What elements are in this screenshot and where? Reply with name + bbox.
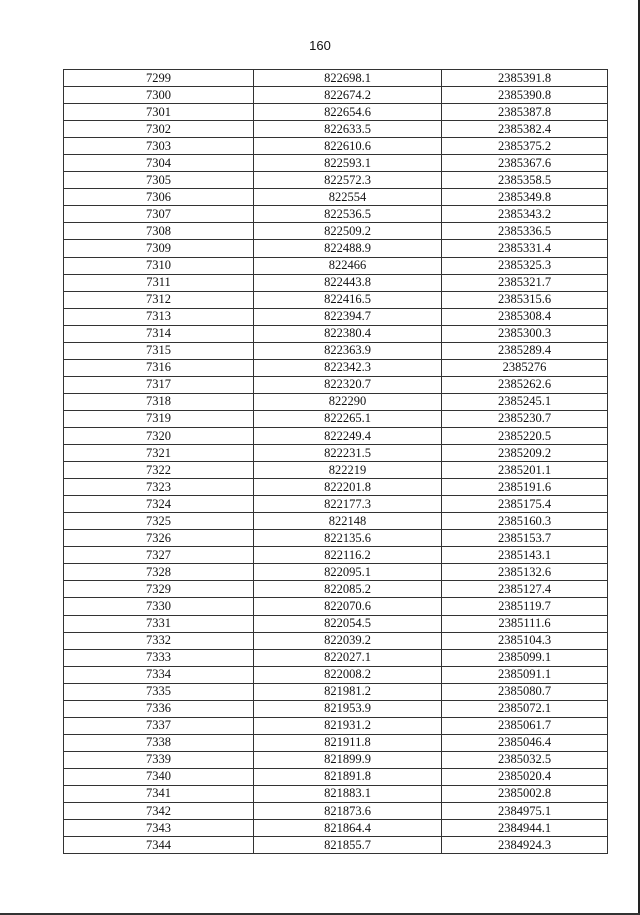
table-row	[64, 820, 608, 837]
point-number-cell: 7332	[64, 632, 254, 649]
y-coordinate-cell: 2385262.6	[442, 376, 608, 393]
table-row	[64, 615, 608, 632]
page-number: 160	[309, 38, 331, 53]
x-coordinate-cell: 821931.2	[254, 717, 442, 734]
point-number-cell: 7314	[64, 325, 254, 342]
x-coordinate-cell: 822148	[254, 513, 442, 530]
y-coordinate-cell: 2385315.6	[442, 291, 608, 308]
x-coordinate-cell: 822265.1	[254, 410, 442, 427]
y-coordinate-cell: 2385091.1	[442, 666, 608, 683]
point-number-cell: 7310	[64, 257, 254, 274]
point-number-cell: 7341	[64, 785, 254, 802]
coordinates-table	[63, 69, 608, 854]
point-number-cell: 7305	[64, 172, 254, 189]
point-number-cell: 7306	[64, 189, 254, 206]
table-row	[64, 734, 608, 751]
point-number-cell: 7312	[64, 291, 254, 308]
table-row	[64, 257, 608, 274]
table-row	[64, 393, 608, 410]
x-coordinate-cell: 822698.1	[254, 70, 442, 87]
point-number-cell: 7333	[64, 649, 254, 666]
table-row	[64, 837, 608, 854]
point-number-cell: 7299	[64, 70, 254, 87]
table-row	[64, 564, 608, 581]
point-number-cell: 7315	[64, 342, 254, 359]
x-coordinate-cell: 822070.6	[254, 598, 442, 615]
y-coordinate-cell: 2385209.2	[442, 445, 608, 462]
y-coordinate-cell: 2385331.4	[442, 240, 608, 257]
point-number-cell: 7309	[64, 240, 254, 257]
table-row	[64, 581, 608, 598]
x-coordinate-cell: 822008.2	[254, 666, 442, 683]
y-coordinate-cell: 2385375.2	[442, 138, 608, 155]
x-coordinate-cell: 822177.3	[254, 496, 442, 513]
table-row	[64, 785, 608, 802]
x-coordinate-cell: 822219	[254, 462, 442, 479]
y-coordinate-cell: 2385245.1	[442, 393, 608, 410]
x-coordinate-cell: 822610.6	[254, 138, 442, 155]
y-coordinate-cell: 2384944.1	[442, 820, 608, 837]
table-row	[64, 598, 608, 615]
table-row	[64, 751, 608, 768]
point-number-cell: 7336	[64, 700, 254, 717]
y-coordinate-cell: 2385061.7	[442, 717, 608, 734]
table-row	[64, 717, 608, 734]
table-row	[64, 240, 608, 257]
table-row	[64, 325, 608, 342]
point-number-cell: 7344	[64, 837, 254, 854]
coordinates-table-body	[64, 70, 608, 854]
y-coordinate-cell: 2384975.1	[442, 803, 608, 820]
x-coordinate-cell: 822027.1	[254, 649, 442, 666]
point-number-cell: 7304	[64, 155, 254, 172]
table-row	[64, 189, 608, 206]
y-coordinate-cell: 2385099.1	[442, 649, 608, 666]
x-coordinate-cell: 821981.2	[254, 683, 442, 700]
point-number-cell: 7308	[64, 223, 254, 240]
y-coordinate-cell: 2385308.4	[442, 308, 608, 325]
x-coordinate-cell: 822554	[254, 189, 442, 206]
point-number-cell: 7301	[64, 104, 254, 121]
point-number-cell: 7340	[64, 768, 254, 785]
x-coordinate-cell: 821953.9	[254, 700, 442, 717]
x-coordinate-cell: 822593.1	[254, 155, 442, 172]
table-row	[64, 206, 608, 223]
table-row	[64, 155, 608, 172]
y-coordinate-cell: 2385276	[442, 359, 608, 376]
x-coordinate-cell: 821883.1	[254, 785, 442, 802]
table-row	[64, 291, 608, 308]
table-row	[64, 342, 608, 359]
point-number-cell: 7337	[64, 717, 254, 734]
table-row	[64, 666, 608, 683]
point-number-cell: 7323	[64, 479, 254, 496]
table-row	[64, 87, 608, 104]
x-coordinate-cell: 822231.5	[254, 445, 442, 462]
x-coordinate-cell: 822290	[254, 393, 442, 410]
y-coordinate-cell: 2385289.4	[442, 342, 608, 359]
table-row	[64, 700, 608, 717]
point-number-cell: 7317	[64, 376, 254, 393]
table-row	[64, 427, 608, 444]
table-row	[64, 530, 608, 547]
table-row	[64, 172, 608, 189]
point-number-cell: 7331	[64, 615, 254, 632]
table-row	[64, 359, 608, 376]
x-coordinate-cell: 822095.1	[254, 564, 442, 581]
x-coordinate-cell: 822509.2	[254, 223, 442, 240]
x-coordinate-cell: 822380.4	[254, 325, 442, 342]
point-number-cell: 7300	[64, 87, 254, 104]
point-number-cell: 7339	[64, 751, 254, 768]
table-row	[64, 513, 608, 530]
y-coordinate-cell: 2385160.3	[442, 513, 608, 530]
table-row	[64, 768, 608, 785]
y-coordinate-cell: 2385111.6	[442, 615, 608, 632]
point-number-cell: 7326	[64, 530, 254, 547]
x-coordinate-cell: 822320.7	[254, 376, 442, 393]
x-coordinate-cell: 822394.7	[254, 308, 442, 325]
y-coordinate-cell: 2385132.6	[442, 564, 608, 581]
x-coordinate-cell: 822443.8	[254, 274, 442, 291]
table-row	[64, 547, 608, 564]
x-coordinate-cell: 822674.2	[254, 87, 442, 104]
point-number-cell: 7325	[64, 513, 254, 530]
table-row	[64, 632, 608, 649]
table-row	[64, 479, 608, 496]
y-coordinate-cell: 2385220.5	[442, 427, 608, 444]
y-coordinate-cell: 2385336.5	[442, 223, 608, 240]
y-coordinate-cell: 2385391.8	[442, 70, 608, 87]
x-coordinate-cell: 822488.9	[254, 240, 442, 257]
x-coordinate-cell: 822116.2	[254, 547, 442, 564]
y-coordinate-cell: 2385080.7	[442, 683, 608, 700]
table-row	[64, 496, 608, 513]
point-number-cell: 7342	[64, 803, 254, 820]
point-number-cell: 7321	[64, 445, 254, 462]
point-number-cell: 7319	[64, 410, 254, 427]
y-coordinate-cell: 2385046.4	[442, 734, 608, 751]
x-coordinate-cell: 822363.9	[254, 342, 442, 359]
x-coordinate-cell: 822342.3	[254, 359, 442, 376]
point-number-cell: 7324	[64, 496, 254, 513]
y-coordinate-cell: 2385343.2	[442, 206, 608, 223]
y-coordinate-cell: 2385143.1	[442, 547, 608, 564]
table-row	[64, 410, 608, 427]
point-number-cell: 7343	[64, 820, 254, 837]
point-number-cell: 7303	[64, 138, 254, 155]
y-coordinate-cell: 2384924.3	[442, 837, 608, 854]
y-coordinate-cell: 2385201.1	[442, 462, 608, 479]
point-number-cell: 7330	[64, 598, 254, 615]
y-coordinate-cell: 2385119.7	[442, 598, 608, 615]
table-row	[64, 223, 608, 240]
x-coordinate-cell: 822536.5	[254, 206, 442, 223]
x-coordinate-cell: 822633.5	[254, 121, 442, 138]
x-coordinate-cell: 822249.4	[254, 427, 442, 444]
y-coordinate-cell: 2385191.6	[442, 479, 608, 496]
x-coordinate-cell: 822416.5	[254, 291, 442, 308]
y-coordinate-cell: 2385127.4	[442, 581, 608, 598]
table-row	[64, 104, 608, 121]
y-coordinate-cell: 2385104.3	[442, 632, 608, 649]
x-coordinate-cell: 822039.2	[254, 632, 442, 649]
table-row	[64, 138, 608, 155]
y-coordinate-cell: 2385002.8	[442, 785, 608, 802]
x-coordinate-cell: 822201.8	[254, 479, 442, 496]
x-coordinate-cell: 822085.2	[254, 581, 442, 598]
x-coordinate-cell: 822135.6	[254, 530, 442, 547]
point-number-cell: 7313	[64, 308, 254, 325]
y-coordinate-cell: 2385020.4	[442, 768, 608, 785]
point-number-cell: 7328	[64, 564, 254, 581]
y-coordinate-cell: 2385382.4	[442, 121, 608, 138]
x-coordinate-cell: 822466	[254, 257, 442, 274]
y-coordinate-cell: 2385032.5	[442, 751, 608, 768]
table-row	[64, 462, 608, 479]
x-coordinate-cell: 821855.7	[254, 837, 442, 854]
table-row	[64, 70, 608, 87]
point-number-cell: 7329	[64, 581, 254, 598]
point-number-cell: 7311	[64, 274, 254, 291]
y-coordinate-cell: 2385349.8	[442, 189, 608, 206]
x-coordinate-cell: 821891.8	[254, 768, 442, 785]
x-coordinate-cell: 821864.4	[254, 820, 442, 837]
x-coordinate-cell: 822572.3	[254, 172, 442, 189]
table-row	[64, 803, 608, 820]
x-coordinate-cell: 822654.6	[254, 104, 442, 121]
point-number-cell: 7335	[64, 683, 254, 700]
y-coordinate-cell: 2385072.1	[442, 700, 608, 717]
point-number-cell: 7334	[64, 666, 254, 683]
point-number-cell: 7320	[64, 427, 254, 444]
y-coordinate-cell: 2385321.7	[442, 274, 608, 291]
x-coordinate-cell: 821911.8	[254, 734, 442, 751]
y-coordinate-cell: 2385358.5	[442, 172, 608, 189]
point-number-cell: 7316	[64, 359, 254, 376]
point-number-cell: 7302	[64, 121, 254, 138]
y-coordinate-cell: 2385367.6	[442, 155, 608, 172]
point-number-cell: 7322	[64, 462, 254, 479]
y-coordinate-cell: 2385153.7	[442, 530, 608, 547]
point-number-cell: 7318	[64, 393, 254, 410]
table-row	[64, 121, 608, 138]
y-coordinate-cell: 2385387.8	[442, 104, 608, 121]
table-row	[64, 376, 608, 393]
y-coordinate-cell: 2385175.4	[442, 496, 608, 513]
table-row	[64, 445, 608, 462]
y-coordinate-cell: 2385325.3	[442, 257, 608, 274]
x-coordinate-cell: 822054.5	[254, 615, 442, 632]
y-coordinate-cell: 2385230.7	[442, 410, 608, 427]
table-row	[64, 649, 608, 666]
point-number-cell: 7338	[64, 734, 254, 751]
table-row	[64, 308, 608, 325]
point-number-cell: 7307	[64, 206, 254, 223]
y-coordinate-cell: 2385390.8	[442, 87, 608, 104]
x-coordinate-cell: 821899.9	[254, 751, 442, 768]
table-row	[64, 274, 608, 291]
y-coordinate-cell: 2385300.3	[442, 325, 608, 342]
table-row	[64, 683, 608, 700]
x-coordinate-cell: 821873.6	[254, 803, 442, 820]
point-number-cell: 7327	[64, 547, 254, 564]
